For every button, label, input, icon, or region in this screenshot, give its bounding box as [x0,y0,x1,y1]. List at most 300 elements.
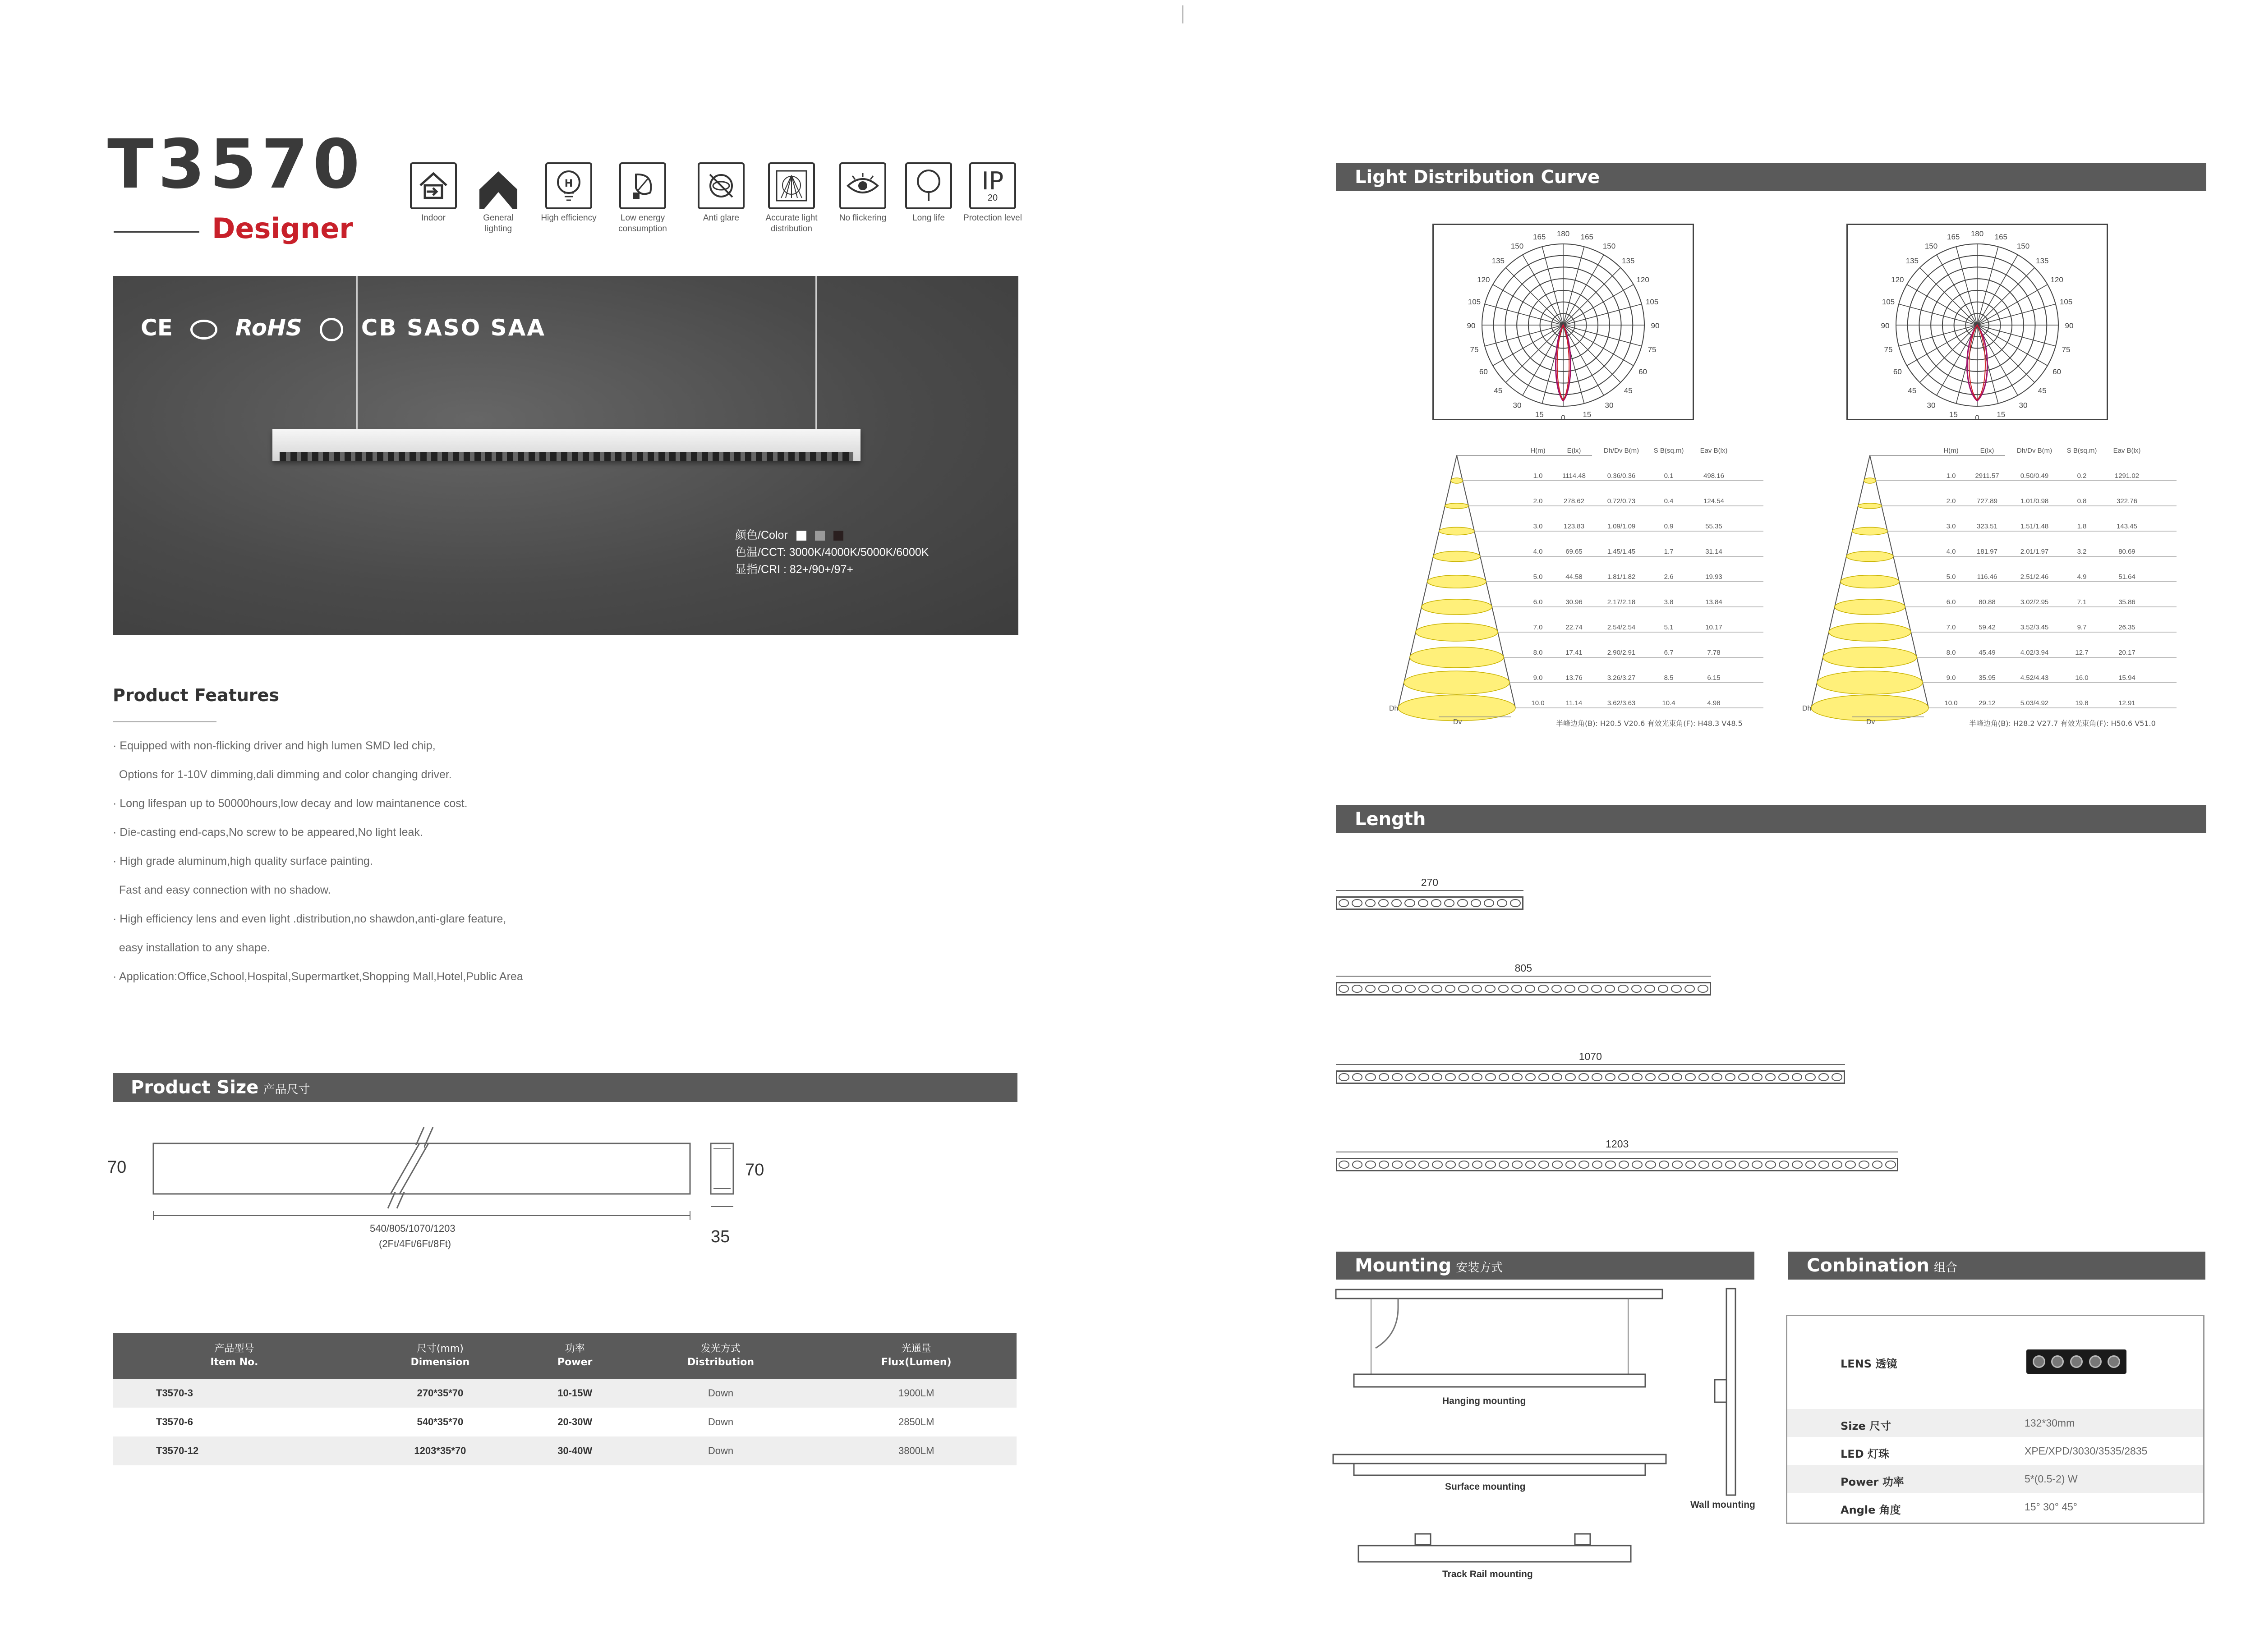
led-lens [1792,1161,1803,1169]
lens-dot [2033,1355,2045,1368]
fold-mark [1182,5,1183,23]
product-size-title-cn: 产品尺寸 [263,1083,310,1097]
combination-title-cn: 组合 [1933,1261,1957,1275]
led-lens [1659,1161,1670,1169]
length-label: 270 [1421,876,1439,888]
cone-value: 8.5 [1664,674,1674,682]
polar-angle-label: 135 [1622,256,1635,265]
cone-value: 9.0 [1533,674,1543,682]
polar-angle-label: 135 [1491,256,1505,265]
feature-line: · Long lifespan up to 50000hours,low decay and low maintanence cost. [113,797,468,810]
polar-angle-label: 90 [2065,321,2074,330]
cri-text: 显指/CRI : 82+/90+/97+ [735,563,853,576]
led-lens [1352,899,1362,907]
features-title: Product Features [113,685,280,705]
polar-angle-label: 165 [1580,232,1593,241]
polar-angle-label: 75 [2062,345,2071,354]
length-bar [1336,805,2206,833]
led-lens [1512,1161,1523,1169]
length-label: 805 [1514,962,1532,974]
table-header-cn: 产品型号 [214,1343,254,1354]
table-cell: 1900LM [816,1379,1017,1408]
table-cell: 1203*35*70 [356,1436,525,1465]
led-lens [1365,899,1376,907]
combination-bar [1788,1252,2205,1280]
cone-value: 2.51/2.46 [2020,573,2049,581]
table-cell: T3570-12 [113,1436,356,1465]
led-lens [1405,1161,1416,1169]
led-lens [1431,985,1442,993]
cone-header: Dh/Dv B(m) [1603,447,1639,454]
polar-spoke [1563,268,1620,325]
polar-angle-label: 45 [1624,386,1633,395]
cct-text: 色温/CCT: 3000K/4000K/5000K/6000K [735,546,929,559]
polar-spoke [1977,325,2056,346]
led-lens [1765,1073,1776,1081]
ldc-bar [1336,163,2206,191]
table-header [356,1333,525,1379]
led-lens [1339,899,1349,907]
lens-module-image [2026,1349,2126,1374]
cone-ellipse [1416,623,1498,641]
led-lens [1832,1161,1843,1169]
cone-value: 7.1 [2077,598,2087,606]
cone-value: 29.12 [1979,699,1996,707]
color-options [735,527,929,578]
long-life-label: Long life [912,213,945,223]
led-lens [1684,985,1695,993]
cone-value: 4.02/3.94 [2020,649,2049,656]
size-height-label: 70 [107,1158,127,1177]
table-cell: 10-15W [525,1379,626,1408]
table-header-cn: 尺寸(mm) [416,1343,464,1354]
table-cell: 540*35*70 [417,1416,464,1427]
length-bar-1203 [1336,1158,1898,1171]
size-width-label: 35 [711,1227,730,1246]
polar-angle-label: 30 [1927,401,1936,410]
polar-spoke [1485,325,1563,346]
cone-value: 1.0 [1533,472,1543,480]
led-lens [1405,1073,1416,1081]
features-rule [113,721,216,722]
cone-axis-dh: Dh [1802,705,1812,712]
cone-value: 2.01/1.97 [2020,548,2049,555]
polar-angle-label: 45 [2038,386,2047,395]
table-header-en: Dimension [410,1357,470,1368]
led-lens [1658,985,1668,993]
length-bar-270 [1336,896,1523,910]
cone-value: 12.91 [2118,699,2135,707]
led-lens [1605,985,1615,993]
cone-value: 1.7 [1664,548,1674,555]
cone-ellipse [1841,575,1899,588]
polar-angle-label: 180 [1970,229,1984,238]
cone-value: 0.36/0.36 [1607,472,1636,480]
led-lens [1592,1073,1602,1081]
led-lens [1658,1073,1669,1081]
cone-value: 45.49 [1979,649,1996,656]
polar-angle-label: 90 [1651,321,1660,330]
polar-angle-label: 165 [1994,232,2007,241]
cone-value: 2911.57 [1975,472,1999,480]
cone-ellipse [1846,551,1893,562]
low-energy-feature [613,162,672,234]
led-lens [1698,1161,1709,1169]
led-lens [1725,1161,1736,1169]
table-header [113,1333,356,1379]
led-lens [1805,1161,1816,1169]
lens-dot [2070,1355,2083,1368]
polar-angle-label: 180 [1556,229,1570,238]
led-lens [1378,899,1389,907]
cone-header: H(m) [1943,447,1959,454]
polar-spoke [1899,325,1977,346]
cone-value: 3.26/3.27 [1607,674,1636,682]
anti-glare-label: Anti glare [703,213,740,223]
led-lens [1712,1073,1722,1081]
cone-value: 3.0 [1533,523,1543,530]
polar-chart-right [1846,224,2108,420]
polar-angle-label: 30 [1605,401,1614,410]
cone-chart-right [1802,446,2190,746]
led-lens [1485,985,1495,993]
table-cell: Down [626,1379,816,1408]
led-lens [1725,1073,1736,1081]
track-mounting-label: Track Rail mounting [1442,1569,1533,1579]
lens-dot [2089,1355,2102,1368]
cone-value: 7.78 [1707,649,1721,656]
led-lens [1471,899,1481,907]
cone-value: 1291.02 [2114,472,2140,480]
polar-spoke [1506,325,1563,382]
polar-angle-label: 45 [1494,386,1503,395]
led-lens [1672,1161,1683,1169]
cone-value: 2.0 [1533,497,1543,505]
cone-value: 0.4 [1664,497,1674,505]
table-header-cn: 发光方式 [700,1343,741,1354]
low-energy-icon [619,162,666,209]
led-lens [1498,985,1509,993]
led-lens [1365,1073,1376,1081]
cone-value: 9.7 [2077,624,2087,631]
led-lens [1538,985,1548,993]
cone-value: 13.84 [1705,598,1722,606]
length-label: 1070 [1578,1051,1602,1062]
led-lens [1552,1073,1563,1081]
cone-value: 322.76 [2117,497,2137,505]
polar-chart-left [1432,224,1694,420]
anti-glare-icon [698,162,745,209]
led-lens [1459,1161,1469,1169]
led-lens [1510,899,1520,907]
wire-left [356,276,358,429]
cone-value: 498.16 [1703,472,1724,480]
cone-chart-left [1389,446,1777,746]
cone-ellipse [1835,599,1905,615]
table-cell: T3570-3 [113,1379,356,1408]
series-name: Designer [212,212,353,245]
led-lens [1352,985,1362,993]
cone-value: 20.17 [2118,649,2135,656]
cone-header: E(lx) [1980,447,1994,454]
cone-value: 10.4 [1662,699,1675,707]
led-lens [1818,1161,1829,1169]
led-lens [1578,1073,1589,1081]
polar-spoke [1506,268,1563,325]
polar-angle-label: 75 [1470,345,1479,354]
cone-value: 2.17/2.18 [1607,598,1636,606]
table-cell: Down [626,1436,816,1465]
polar-angle-label: 150 [1924,242,1938,251]
rohs-mark: RoHS [235,315,302,341]
cone-value: 5.0 [1946,573,1956,581]
cone-value: 44.58 [1565,573,1583,581]
polar-spoke [1485,304,1563,325]
table-header-en: Distribution [687,1357,755,1368]
led-lens [1432,1073,1443,1081]
led-lens [1565,1161,1576,1169]
polar-spoke [1920,325,1977,382]
polar-angle-label: 135 [1905,256,1919,265]
led-lens [1485,1161,1496,1169]
cone-value: 10.0 [1944,699,1958,707]
cone-value: 3.52/3.45 [2020,624,2049,631]
combination-key: Angle 角度 [1841,1504,1901,1516]
cone-value: 2.6 [1664,573,1674,581]
cone-value: 35.86 [2118,598,2135,606]
feature-line: · Equipped with non-flicking driver and high lumen SMD led chip, [113,739,436,752]
table-cell: 3800LM [816,1436,1017,1465]
led-lens [1605,1073,1616,1081]
high-efficiency-label: High efficiency [541,213,597,223]
combination-value: 15° 30° 45° [2025,1501,2078,1513]
polar-spoke [1977,325,2034,382]
led-lens [1459,1073,1469,1081]
cone-header: Dh/Dv B(m) [2016,447,2053,454]
polar-spoke [1563,247,1584,325]
polar-spoke [1563,325,1642,346]
led-lens [1779,1161,1790,1169]
led-lens [1339,1161,1349,1169]
led-lens [1752,1161,1763,1169]
led-lens [1352,1073,1363,1081]
length-dimension-line [1336,890,1523,891]
led-lens [1631,985,1642,993]
polar-angle-label: 165 [1947,232,1960,241]
cone-ellipse [1852,527,1887,535]
table-header-en: Power [557,1357,593,1368]
led-lens [1365,1161,1376,1169]
led-lens [1339,985,1349,993]
led-lens [1698,1073,1709,1081]
cone-ellipse [1829,623,1911,641]
no-flickering-feature [833,162,892,224]
cone-value: 727.89 [1977,497,1997,505]
cone-value: 124.54 [1703,497,1724,505]
combination-value: 132*30mm [2025,1417,2075,1429]
cone-value: 10.0 [1531,699,1545,707]
polar-angle-label: 120 [1636,275,1649,284]
polar-angle-label: 0 [1561,413,1565,419]
polar-spoke [1563,325,1620,382]
table-cell: 30-40W [525,1436,626,1465]
cone-value: 143.45 [2117,523,2137,530]
cone-ellipse [1410,647,1504,668]
mounting-drawings [1330,1285,1763,1592]
cone-value: 12.7 [2075,649,2089,656]
cone-ellipse [1817,671,1923,694]
cone-value: 8.0 [1533,649,1543,656]
led-lens [1392,1161,1403,1169]
cone-value: 0.72/0.73 [1607,497,1636,505]
led-lens [1392,1073,1403,1081]
polar-spoke [1563,304,1642,325]
cone-value: 15.94 [2118,674,2135,682]
polar-angle-label: 45 [1908,386,1917,395]
cone-ellipse [1427,575,1486,588]
mounting-title: Mounting [1355,1255,1452,1276]
luminaire-photo [272,429,861,461]
cone-value: 278.62 [1564,497,1584,505]
led-lens [1818,1073,1829,1081]
mounting-title-cn: 安装方式 [1456,1261,1503,1275]
high-efficiency-glyph: H [564,178,573,189]
cone-ellipse [1823,647,1917,668]
combination-key: Size 尺寸 [1841,1420,1891,1432]
cone-value: 31.14 [1705,548,1722,555]
table-header-cn: 光通量 [901,1343,931,1354]
feature-line: · High grade aluminum,high quality surface painting. [113,855,373,867]
polar-angle-label: 90 [1881,321,1890,330]
cone-ellipse [1445,503,1468,509]
certification-logos [141,315,546,341]
polar-angle-label: 120 [2050,275,2063,284]
led-lens [1379,1161,1390,1169]
cone-value: 35.95 [1979,674,1996,682]
cone-value: 3.0 [1946,523,1956,530]
polar-angle-label: 30 [1513,401,1522,410]
led-lens [1792,1073,1803,1081]
general-lighting-feature [469,162,528,234]
model-title: T3570 [107,125,364,204]
combination-row [1787,1409,2203,1437]
led-lens [1431,899,1441,907]
polar-angle-label: 75 [1884,345,1893,354]
polar-angle-label: 105 [1645,298,1659,307]
cone-value: 1.09/1.09 [1607,523,1636,530]
cone-value: 6.7 [1664,649,1674,656]
cone-value: 80.88 [1979,598,1996,606]
table-header [525,1333,626,1379]
cone-value: 3.02/2.95 [2020,598,2049,606]
table-cell: 270*35*70 [356,1379,525,1408]
led-lens [1472,1073,1482,1081]
polar-angle-label: 150 [1510,242,1524,251]
cone-ellipse [1864,478,1876,483]
led-lens [1418,985,1429,993]
cone-value: 3.62/3.63 [1607,699,1636,707]
polar-angle-label: 150 [2016,242,2030,251]
combination-row [1787,1465,2203,1493]
polar-angle-label: 0 [1975,413,1979,419]
color-label: 颜色/Color [735,529,788,541]
lens-dot [2108,1355,2120,1368]
table-row [113,1379,1017,1408]
led-lens [1644,985,1655,993]
led-lens [1565,985,1575,993]
led-lens [1499,1161,1509,1169]
long-life-feature [899,162,958,224]
led-lens [1365,985,1376,993]
led-lens [1445,1161,1456,1169]
led-lens [1525,1073,1536,1081]
led-lens [1432,1161,1443,1169]
cone-value: 2.0 [1946,497,1956,505]
cone-value: 59.42 [1979,624,1996,631]
led-lens [1592,1161,1603,1169]
indoor-feature [404,162,463,224]
led-lens [1445,985,1455,993]
indoor-icon [410,162,457,209]
size-side-height-label: 70 [745,1161,764,1179]
hero-image [113,276,1018,635]
protection-level-feature [963,162,1022,224]
polar-angle-label: 60 [1893,367,1902,376]
hanging-mounting-label: Hanging mounting [1442,1396,1526,1406]
cone-value: 80.69 [2118,548,2135,555]
led-lens [1578,985,1588,993]
led-lens [1552,1161,1563,1169]
led-lens [1472,985,1482,993]
led-lens [1765,1161,1776,1169]
polar-angle-label: 30 [2019,401,2028,410]
led-lens [1778,1073,1789,1081]
led-lens [1859,1161,1869,1169]
cone-value: 1.01/0.98 [2020,497,2049,505]
cone-value: 4.9 [2077,573,2087,581]
cone-ellipse [1422,599,1492,615]
cone-value: 1.51/1.48 [2020,523,2049,530]
cone-value: 1.81/1.82 [1607,573,1636,581]
length-bar-805 [1336,982,1711,996]
cone-value: 4.98 [1707,699,1721,707]
table-cell: 20-30W [557,1416,593,1427]
length-dimension-line [1336,1064,1845,1065]
led-lens [1472,1161,1483,1169]
led-lens [1712,1161,1723,1169]
cone-ellipse [1451,478,1463,483]
cone-value: 0.2 [2077,472,2087,480]
polar-angle-label: 90 [1467,321,1476,330]
swatch-black [833,531,843,541]
swatch-white [796,531,806,541]
length-bar-1070 [1336,1070,1845,1084]
cone-value: 8.0 [1946,649,1956,656]
size-lengths-ft-label: (2Ft/4Ft/6Ft/8Ft) [379,1238,451,1249]
feature-line: Options for 1-10V dimming,dali dimming and color changing driver. [113,768,452,781]
cone-value: 4.0 [1533,548,1543,555]
combination-table [1786,1315,2204,1524]
cone-header: E(lx) [1567,447,1581,454]
led-lens [1497,899,1507,907]
led-lens [1632,1073,1643,1081]
led-lens [1352,1161,1363,1169]
cone-value: 0.9 [1664,523,1674,530]
cone-value: 3.2 [2077,548,2087,555]
cone-value: 30.96 [1565,598,1583,606]
led-lens [1392,985,1402,993]
led-lens [1512,1073,1523,1081]
